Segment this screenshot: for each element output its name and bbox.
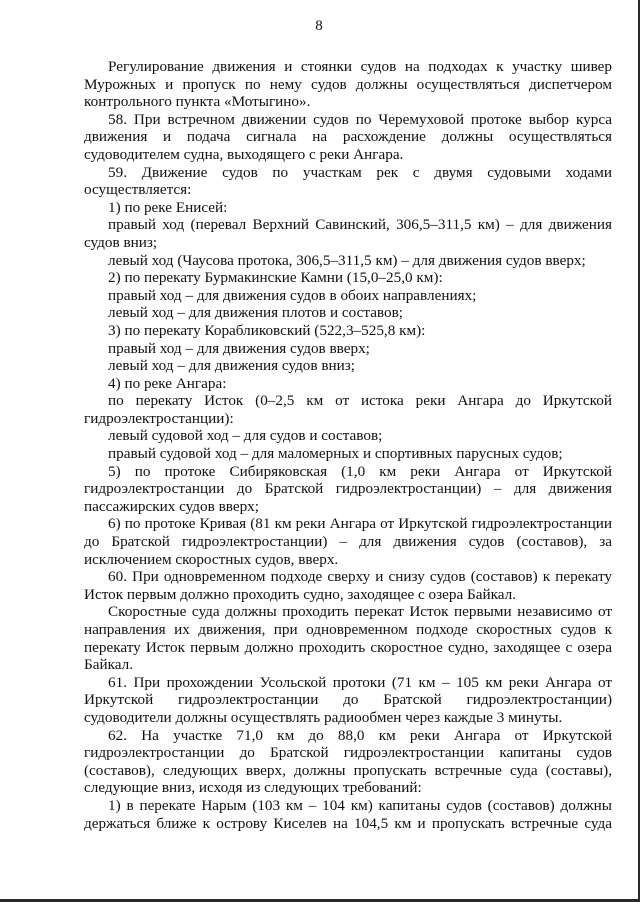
paragraph: 5) по протоке Сибиряковская (1,0 км реки Ангара от Иркутской гидроэлектростанции до Братской гидроэлектростанции) – для движения пассажирских судов вверх;	[84, 462, 612, 515]
paragraph: правый ход – для движения судов в обоих направлениях;	[108, 286, 477, 304]
paragraph: 4) по реке Ангара:	[108, 374, 227, 392]
paragraph: 58. При встречном движении судов по Черемуховой протоке выбор курса движения и подача сигнала на расхождение должны осуществляться судоводителем судна, выходящего с реки Ангара.	[84, 110, 612, 163]
paragraph: 2) по перекату Бурмакинские Камни (15,0–25,0 км):	[108, 269, 443, 287]
paragraph: левый ход – для движения плотов и составов;	[108, 304, 403, 322]
paragraph: 1) по реке Енисей:	[108, 198, 228, 216]
paragraph: 60. При одновременном подходе сверху и снизу судов (составов) к перекату Исток первым должно проходить судно, заходящее с озера Байкал.	[84, 568, 612, 603]
paragraph: 61. При прохождении Усольской протоки (71 км – 105 км реки Ангара от Иркутской гидроэлектростанции до Братской гидроэлектростанции) судоводители должны осуществлять радиообмен через каждые 3 минуты.	[84, 673, 612, 726]
paragraph: 6) по протоке Кривая (81 км реки Ангара от Иркутской гидроэлектростанции до Братской гидроэлектростанции) – для движения судов (составов), за исключением скоростных судов, вверх.	[84, 515, 612, 568]
paragraph: 59. Движение судов по участкам рек с двумя судовыми ходами осуществляется:	[84, 163, 612, 199]
document-body	[84, 58, 612, 832]
paragraph: правый ход – для движения судов вверх;	[108, 339, 370, 357]
paragraph: правый судовой ход – для маломерных и спортивных парусных судов;	[108, 445, 563, 463]
paragraph: по перекату Исток (0–2,5 км от истока реки Ангара до Иркутской гидроэлектростанции):	[84, 392, 612, 427]
paragraph: Скоростные суда должны проходить перекат Исток первыми независимо от направления их движения, при одновременном подходе скоростных судов к перекату Исток первым должно проходить скоростное судно, заходящее с озера Байкал.	[84, 603, 612, 674]
paragraph: правый ход (перевал Верхний Савинский, 306,5–311,5 км) – для движения судов вниз;	[84, 216, 612, 251]
paragraph: левый ход – для движения судов вниз;	[108, 357, 356, 375]
paragraph: левый судовой ход – для судов и составов;	[108, 427, 383, 445]
paragraph: Регулирование движения и стоянки судов на подходах к участку шивер Мурожных и пропуск по нему судов должны осуществляться диспетчером контрольного пункта «Мотыгино».	[84, 58, 612, 111]
paragraph: 62. На участке 71,0 км до 88,0 км реки Ангара от Иркутской гидроэлектростанции до Братской гидроэлектростанции капитаны судов (составов), следующих вверх, должны пропускать встречные суда (составы), следующие вниз, исходя из следующих требований:	[84, 726, 612, 797]
page-number: 8	[315, 18, 323, 34]
paragraph: 3) по перекату Корабликовский (522,3–525,8 км):	[108, 321, 426, 339]
paragraph: 1) в перекате Нарым (103 км – 104 км) капитаны судов (составов) должны держаться ближе к острову Киселев на 104,5 км и пропускать встречные суда	[84, 796, 612, 832]
paragraph: левый ход (Чаусова протока, 306,5–311,5 км) – для движения судов вверх;	[108, 251, 586, 269]
